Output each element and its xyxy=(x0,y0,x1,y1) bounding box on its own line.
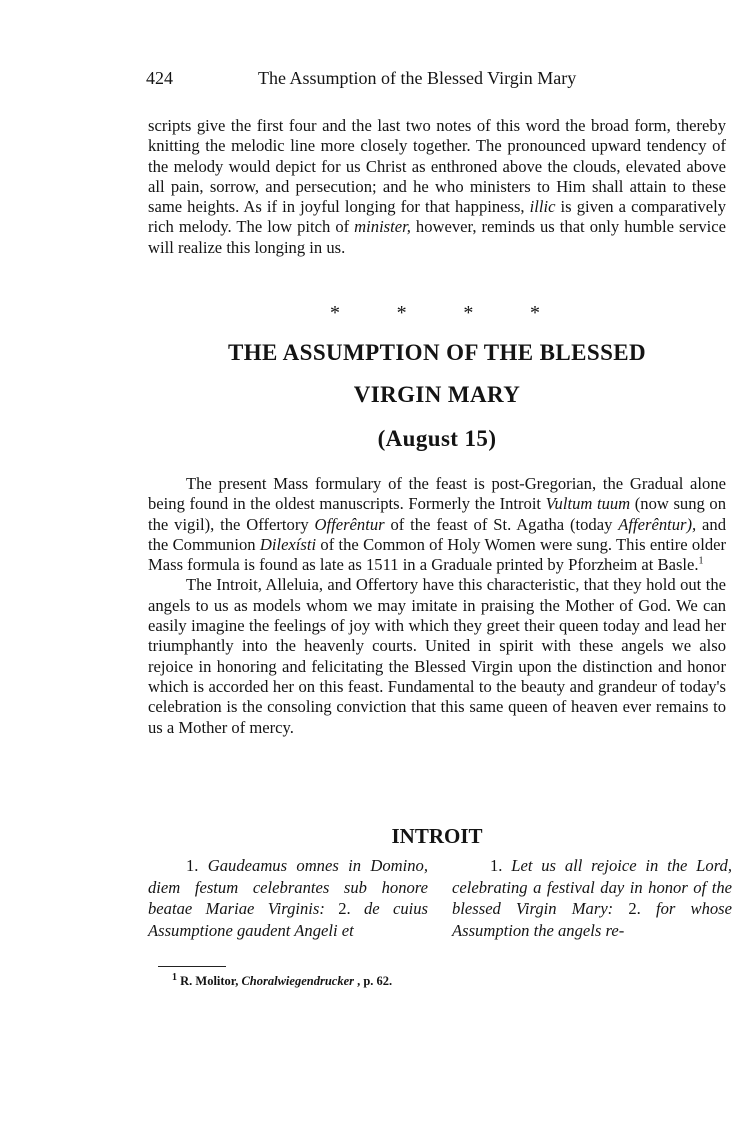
text-run: Let us all rejoice in the Lord, celebrating a festival day in honor of the blessed Virgin Mary: xyxy=(452,856,732,918)
text-run: Offerêntur xyxy=(314,514,385,534)
separator-star: * xyxy=(396,302,407,324)
separator-star: * xyxy=(463,302,474,324)
introit-latin-column xyxy=(148,855,428,941)
text-run: Vultum tuum xyxy=(545,494,631,514)
running-title: The Assumption of the Blessed Virgin Mary xyxy=(258,68,577,88)
text-run: 1 xyxy=(698,555,704,567)
footnote-work: Choralwiegendrucker xyxy=(241,974,354,988)
text-run: 1. xyxy=(186,856,208,875)
text-run: scripts give the first four and the last two notes of this word the broad form, thereby knitting the melodic line more closely together. The pronounced upward tendency of the melody would depict for us Christ as enthroned above the clouds, elevated above all pain, sorrow, and persecution; and he who ministers to Him shall attain to these same heights. As if in joyful longing for that happiness, xyxy=(148,116,726,217)
text-run: The present Mass formulary of the feast is post-Gregorian, the Gradual alone being found in the oldest manuscripts. Formerly the Introit xyxy=(148,474,726,514)
introit-english-column xyxy=(452,855,732,941)
section-separator xyxy=(330,302,540,325)
footnote-mark: 1 xyxy=(172,971,177,983)
section-title-line-1: THE ASSUMPTION OF THE BLESSED xyxy=(227,340,647,365)
introit-english-text xyxy=(452,855,732,941)
separator-star: * xyxy=(529,302,540,324)
footnote-page: , p. 62. xyxy=(357,974,393,988)
paragraph-text: The Introit, Alleluia, and Offertory have this characteristic, that they hold out the angels to us as models whom we may imitate in praising the Mother of God. We can easily imagine the feelings of joy with which they greet their queen today and lead her triumphantly into the heavenly courts. United in spirit with these angels we also rejoice in honoring and felicitating the Blessed Virgin upon the distinction and honor which is accorded her on this feast. Fundamental to the beauty and grandeur of today's celebration is the consoling conviction that this same queen of heaven ever remains to us a Mother of mercy. xyxy=(148,575,726,737)
text-run: however, reminds us that only humble service will realize this longing in us. xyxy=(148,217,726,257)
text-run: Gaudeamus omnes in Domino, diem festum celebrantes sub honore beatae Mariae Virginis: xyxy=(148,856,428,918)
feast-date: (August 15) xyxy=(377,426,497,451)
introit-heading: INTROIT xyxy=(391,824,483,848)
text-run: (now sung on the vigil), the Offertory xyxy=(148,494,727,534)
footnote xyxy=(172,971,393,989)
text-run: Afferêntur), xyxy=(618,514,697,534)
footnote-author: R. Molitor, xyxy=(180,974,242,988)
paragraph-text xyxy=(148,474,726,575)
page-number: 424 xyxy=(146,68,173,88)
footnote-rule xyxy=(158,966,226,967)
section-title-line-2: VIRGIN MARY xyxy=(353,382,521,407)
introit-latin-text xyxy=(148,855,428,941)
text-run: of the Common of Holy Women were sung. This entire older Mass formula is found as late as 1511 in a Graduale printed by Pforzheim at Basle. xyxy=(148,534,727,575)
text-run: and the Communion xyxy=(148,514,727,554)
text-run: 2. xyxy=(338,899,364,918)
paragraph-text xyxy=(148,116,726,258)
text-run: for whose Assumption the angels re- xyxy=(452,899,732,940)
text-run: minister, xyxy=(354,217,411,237)
text-run: is given a comparatively rich melody. The low pitch of xyxy=(148,197,726,237)
text-run: 2. xyxy=(628,899,656,918)
page-header xyxy=(146,68,726,94)
continued-paragraph xyxy=(148,116,726,258)
text-run: de cuius Assumptione gaudent Angeli et xyxy=(148,899,429,940)
section-body xyxy=(148,474,726,738)
separator-star: * xyxy=(330,302,340,324)
text-run: 1. xyxy=(490,856,512,875)
text-run: illic xyxy=(529,197,556,217)
text-run: of the feast of St. Agatha (today xyxy=(384,514,619,534)
text-run: Dilexísti xyxy=(259,534,317,554)
